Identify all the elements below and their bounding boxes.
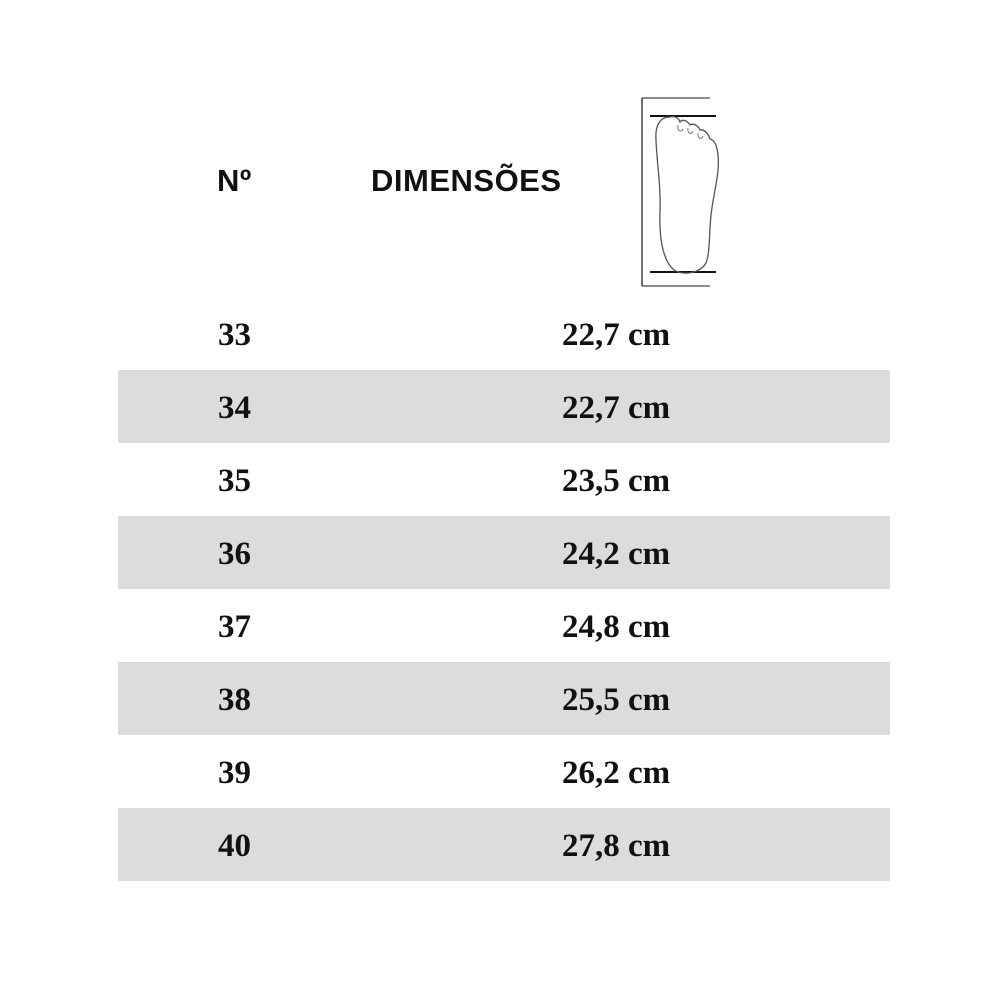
- table-row: [118, 589, 890, 662]
- dimension-value: 24,8 cm: [562, 609, 671, 645]
- table-row: [118, 516, 890, 589]
- dimension-value: 24,2 cm: [562, 536, 671, 572]
- table-row: [118, 443, 890, 516]
- table-row: [118, 370, 890, 443]
- size-value: 36: [218, 536, 251, 572]
- size-column-header: Nº: [217, 163, 252, 198]
- dimension-value: 22,7 cm: [562, 390, 671, 426]
- dimensions-column-header: DIMENSÕES: [371, 163, 562, 198]
- table-row: [118, 735, 890, 808]
- dimension-value: 26,2 cm: [562, 755, 671, 791]
- dimension-value: 23,5 cm: [562, 463, 671, 499]
- dimension-value: 25,5 cm: [562, 682, 671, 718]
- size-value: 34: [218, 390, 251, 426]
- table-row: [118, 808, 890, 881]
- foot-length-icon: [638, 95, 722, 291]
- dimension-value: 22,7 cm: [562, 317, 671, 353]
- size-table: [118, 297, 890, 881]
- size-value: 40: [218, 828, 251, 864]
- table-row: [118, 297, 890, 370]
- table-row: [118, 662, 890, 735]
- size-value: 39: [218, 755, 251, 791]
- dimension-value: 27,8 cm: [562, 828, 671, 864]
- size-value: 33: [218, 317, 251, 353]
- size-value: 35: [218, 463, 251, 499]
- size-value: 37: [218, 609, 251, 645]
- size-value: 38: [218, 682, 251, 718]
